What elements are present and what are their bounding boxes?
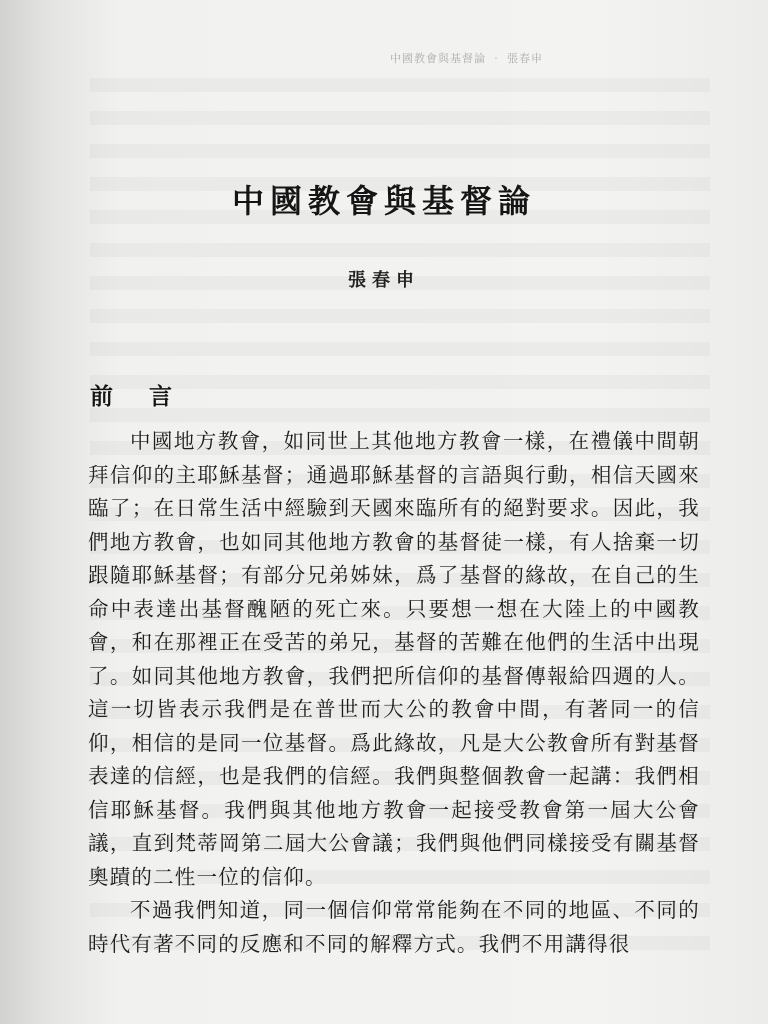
paragraph-1: 中國地方教會，如同世上其他地方教會一樣，在禮儀中間朝拜信仰的主耶穌基督；通過耶穌基督的言語與行動，相信天國來臨了；在日常生活中經驗到天國來臨所有的絕對要求。因此，我們地方教會，也如同其他地方教會的基督徒一樣，有人捨棄一切跟隨耶穌基督；有部分兄弟姊妹，爲了基督的緣故，在自己的生命中表達出基督醜陋的死亡來。只要想一想在大陸上的中國教會，和在那裡正在受苦的弟兄，基督的苦難在他們的生活中出現了。如同其他地方教會，我們把所信仰的基督傳報給四週的人。這一切皆表示我們是在普世而大公的教會中間，有著同一的信仰，相信的是同一位基督。爲此緣故，凡是大公教會所有對基督表達的信經，也是我們的信經。我們與整個教會一起講：我們相信耶穌基督。我們與其他地方教會一起接受教會第一屆大公會議，直到梵蒂岡第二屆大公會議；我們與他們同樣接受有關基督奧蹟的二性一位的信仰。 [88,429,700,889]
paragraph-2: 不過我們知道，同一個信仰常常能夠在不同的地區、不同的時代有著不同的反應和不同的解釋方式。我們不用講得很 [88,898,700,956]
article-title: 中國教會與基督論 [231,182,536,220]
article-author: 張春申 [348,270,420,291]
running-header: 中國教會與基督論 ‧ 張春申 [390,52,543,65]
article-body [88,425,700,961]
section-heading: 前 言 [90,383,187,410]
